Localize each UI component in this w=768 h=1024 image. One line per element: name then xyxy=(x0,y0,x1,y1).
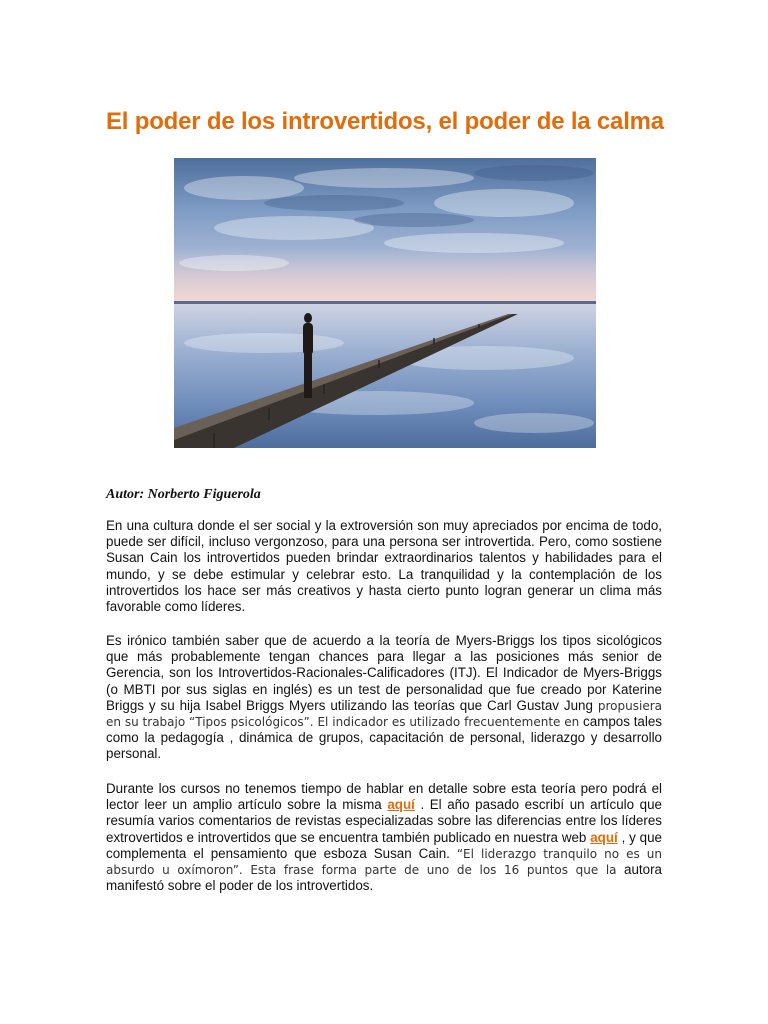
paragraph-3-text-a: Durante los cursos no tenemos tiempo de hablar en detalle sobre esta teoría pero podrá el lector leer un amplio artículo sobre la misma xyxy=(106,781,662,813)
pier-lake-photo xyxy=(174,158,596,448)
aqui-link-2[interactable]: aquí xyxy=(590,829,618,845)
paragraph-3-text-c: , y que complementa el pensamiento que esboza Susan Cain. xyxy=(106,829,662,861)
paragraph-3-quote: “El liderazgo tranquilo no es un absurdo u oxímoron”. Esta frase forma parte de uno de los 16 puntos que la xyxy=(106,846,662,878)
paragraph-2-text-a: Es irónico también saber que de acuerdo a la teoría de Myers-Briggs los tipos sicológicos que más probablemente tengan chances para llegar a las posiciones más senior de Gerencia, son los Introvertidos-Racionales-Calificadores (ITJ). El Indicador de Myers-Briggs (o MBTI por sus siglas en inglés) es un test de personalidad que fue creado por Katerine Briggs y su hija Isabel Briggs Myers utilizando las teorías que Carl Gustav Jung xyxy=(106,633,662,713)
paragraph-3 xyxy=(106,781,662,894)
document-title: El poder de los introvertidos, el poder de la calma xyxy=(106,108,664,135)
paragraph-2-text-b: propusiera en su trabajo “Tipos psicológicos”. El indicador es utilizado frecuentemente en xyxy=(106,698,662,730)
aqui-link-1[interactable]: aquí xyxy=(387,797,415,813)
paragraph-2-text-c: campos tales como la pedagogía , dinámica de grupos, capacitación de personal, liderazgo y desarrollo personal. xyxy=(106,714,662,762)
paragraph-3-text-b: . El año pasado escribí un artículo que resumía varios comentarios de revistas especializadas sobre las diferencias entre los líderes extrovertidos e introvertidos que se encuentra también publicado en nuestra web xyxy=(106,797,662,845)
author-line: Autor: Norberto Figuerola xyxy=(106,487,261,502)
paragraph-2 xyxy=(106,633,662,763)
paragraph-1: En una cultura donde el ser social y la extroversión son muy apreciados por encima de todo, puede ser difícil, incluso vergonzoso, para una persona ser introvertida. Pero, como sostiene Susan Cain los introvertidos pueden brindar extraordinarios talentos y habilidades para el mundo, y se debe estimular y celebrar esto. La tranquilidad y la contemplación de los introvertidos los hace ser más creativos y hasta cierto punto logran generar un clima más favorable como líderes. xyxy=(106,518,662,615)
paragraph-3-text-d: autora manifestó sobre el poder de los introvertidos. xyxy=(106,862,662,894)
